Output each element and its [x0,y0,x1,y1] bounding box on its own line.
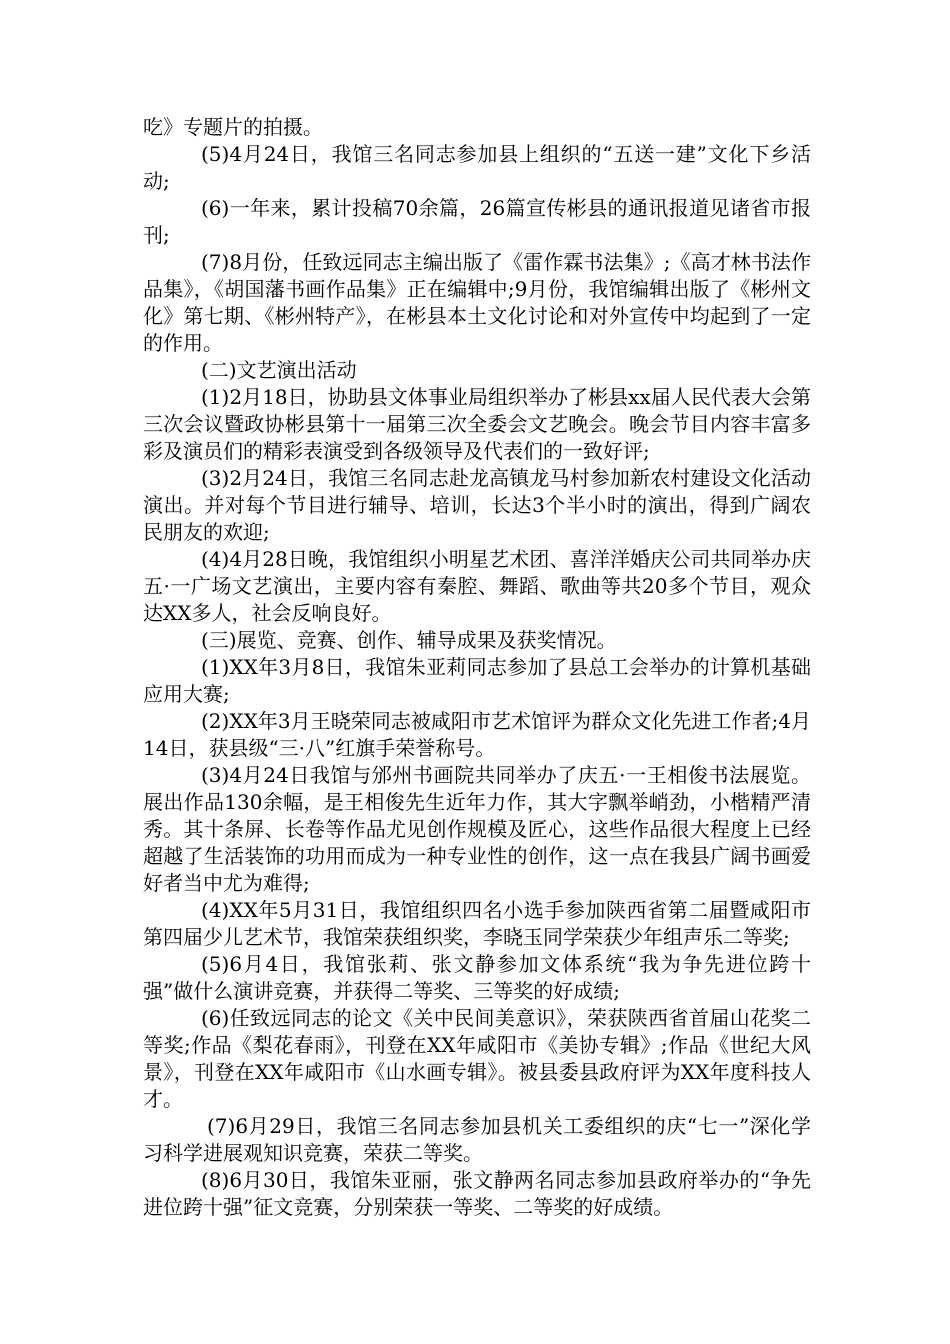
paragraph-exhibition-2: (2)XX年3月王晓荣同志被咸阳市艺术馆评为群众文化先进工作者;4月14日，获县级“三·八”红旗手荣誉称号。 [143,709,811,760]
paragraph-continuation: 吃》专题片的拍摄。 [143,115,323,139]
paragraph-exhibition-5: (5)6月4日，我馆张莉、张文静参加文体系统“我为争先进位跨十强”做什么演讲竞赛，并获得二等奖、三等奖的好成绩; [143,952,811,1003]
paragraph-exhibition-1: (1)XX年3月8日，我馆朱亚莉同志参加了县总工会举办的计算机基础应用大赛; [143,655,811,706]
section-heading-exhibitions: (三)展览、竞赛、创作、辅导成果及获奖情况。 [201,628,617,652]
paragraph-exhibition-8: (8)6月30日，我馆朱亚丽，张文静两名同志参加县政府举办的“争先进位跨十强”征文竞赛，分别荣获一等奖、二等奖的好成绩。 [143,1168,811,1219]
paragraph-item-6: (6)一年来，累计投稿70余篇，26篇宣传彬县的通讯报道见诸省市报刊; [143,196,811,247]
section-heading-performances: (二)文艺演出活动 [201,358,357,382]
paragraph-exhibition-4: (4)XX年5月31日，我馆组织四名小选手参加陕西省第二届暨咸阳市第四届少儿艺术节，我馆荣获组织奖，李晓玉同学荣获少年组声乐二等奖; [143,898,811,949]
paragraph-exhibition-3: (3)4月24日我馆与邠州书画院共同举办了庆五·一王相俊书法展览。展出作品130余幅，是王相俊先生近年力作，其大字飘举峭劲，小楷精严清秀。其十条屏、长卷等作品尤见创作规模及匠心，这些作品很大程度上已经超越了生活装饰的功用而成为一种专业性的创作，这一点在我县广阔书画爱好者当中尤为难得; [143,763,811,895]
document-body [143,114,811,1221]
paragraph-performance-1: (1)2月18日，协助县文体事业局组织举办了彬县xx届人民代表大会第三次会议暨政协彬县第十一届第三次全委会文艺晚会。晚会节目内容丰富多彩及演员们的精彩表演受到各级领导及代表们的一致好评; [143,385,811,463]
paragraph-exhibition-7: (7)6月29日，我馆三名同志参加县机关工委组织的庆“七一”深化学习科学进展观知识竞赛，荣获二等奖。 [143,1114,811,1165]
paragraph-exhibition-6: (6)任致远同志的论文《关中民间美意识》，荣获陕西省首届山花奖二等奖;作品《梨花春雨》，刊登在XX年咸阳市《美协专辑》;作品《世纪大风景》，刊登在XX年咸阳市《山水画专辑》。被县委县政府评为XX年度科技人才。 [143,1006,811,1111]
paragraph-item-5: (5)4月24日，我馆三名同志参加县上组织的“五送一建”文化下乡活动; [143,142,811,193]
paragraph-item-7: (7)8月份，任致远同志主编出版了《雷作霖书法集》;《高才林书法作品集》，《胡国藩书画作品集》正在编辑中;9月份，我馆编辑出版了《彬州文化》第七期、《彬州特产》，在彬县本土文化讨论和对外宣传中均起到了一定的作用。 [143,250,811,355]
paragraph-performance-3: (3)2月24日，我馆三名同志赴龙高镇龙马村参加新农村建设文化活动演出。并对每个节目进行辅导、培训，长达3个半小时的演出，得到广阔农民朋友的欢迎; [143,466,811,544]
paragraph-performance-4: (4)4月28日晚，我馆组织小明星艺术团、喜洋洋婚庆公司共同举办庆五·一广场文艺演出，主要内容有秦腔、舞蹈、歌曲等共20多个节目，观众达XX多人，社会反响良好。 [143,547,811,625]
